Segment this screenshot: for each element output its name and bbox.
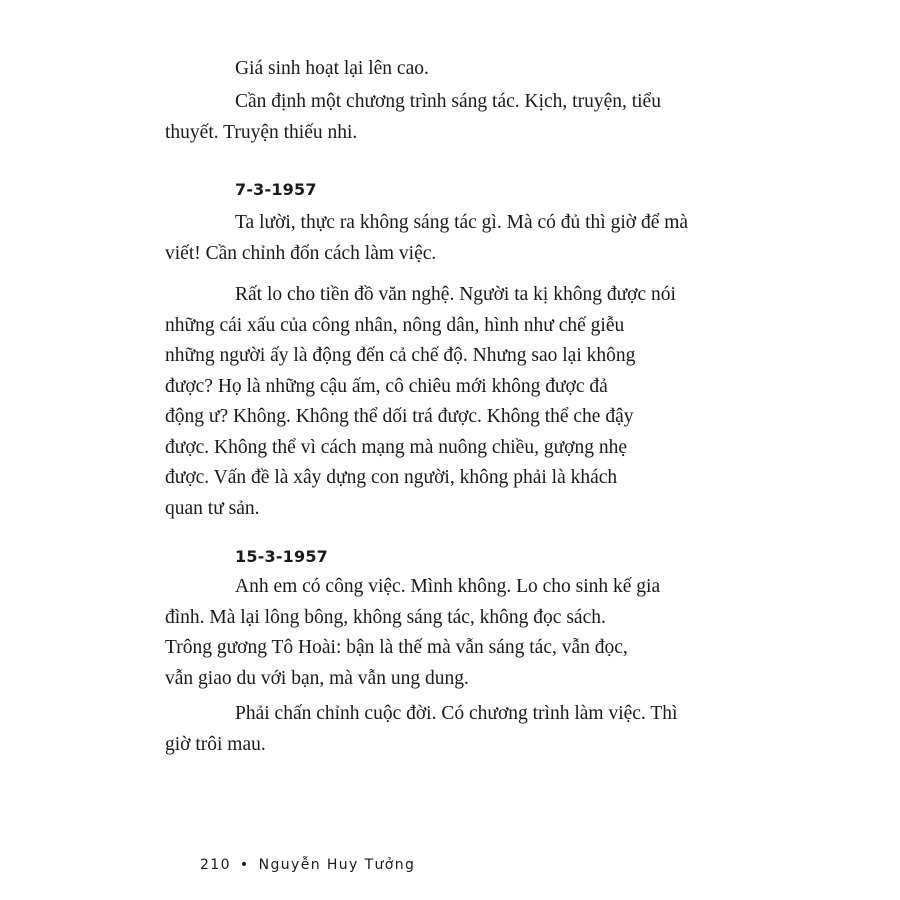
text-line: Anh em có công việc. Mình không. Lo cho sinh kế gia xyxy=(235,576,661,597)
text-line: Rất lo cho tiền đồ văn nghệ. Người ta kị không được nói xyxy=(235,284,676,305)
text-line: được. Vấn đề là xây dựng con người, không phải là khách xyxy=(165,467,618,488)
text-line: Phải chấn chỉnh cuộc đời. Có chương trình làm việc. Thì xyxy=(235,703,678,724)
text-line: đình. Mà lại lông bông, không sáng tác, không đọc sách. xyxy=(165,606,606,628)
paragraph xyxy=(165,280,700,524)
text-line: giờ trôi mau. xyxy=(165,733,266,755)
bullet-separator: • xyxy=(239,857,250,873)
text-line: được? Họ là những cậu ấm, cô chiêu mới không được đả xyxy=(165,375,608,397)
text-line: quan tư sản. xyxy=(165,497,260,519)
text-line: Cần định một chương trình sáng tác. Kịch, truyện, tiểu xyxy=(235,91,661,112)
paragraph xyxy=(165,572,700,694)
text-line: Giá sinh hoạt lại lên cao. xyxy=(235,58,429,79)
entry-date: 7-3-1957 xyxy=(235,180,317,199)
text-line: những người ấy là động đến cả chế độ. Nhưng sao lại không xyxy=(165,345,636,366)
author-name: Nguyễn Huy Tưởng xyxy=(258,857,416,873)
paragraph xyxy=(165,87,700,148)
paragraph xyxy=(200,54,700,85)
paragraph xyxy=(165,208,700,269)
page-footer xyxy=(200,857,415,873)
text-line: Ta lười, thực ra không sáng tác gì. Mà có đủ thì giờ để mà xyxy=(235,212,689,233)
text-line: thuyết. Truyện thiếu nhi. xyxy=(165,121,358,143)
text-line: Trông gương Tô Hoài: bận là thế mà vẫn sáng tác, vẫn đọc, xyxy=(165,637,628,658)
text-line: được. Không thể vì cách mạng mà nuông chiều, gượng nhẹ xyxy=(165,436,627,458)
paragraph xyxy=(165,699,700,760)
entry-date: 15-3-1957 xyxy=(235,547,329,566)
page-number: 210 xyxy=(200,857,231,873)
text-line: vẫn giao du với bạn, mà vẫn ung dung. xyxy=(165,667,469,689)
text-line: viết! Cần chỉnh đốn cách làm việc. xyxy=(165,242,437,264)
text-line: những cái xấu của công nhân, nông dân, hình như chế giễu xyxy=(165,314,625,336)
text-line: động ư? Không. Không thể dối trá được. Không thể che đậy xyxy=(165,406,634,427)
